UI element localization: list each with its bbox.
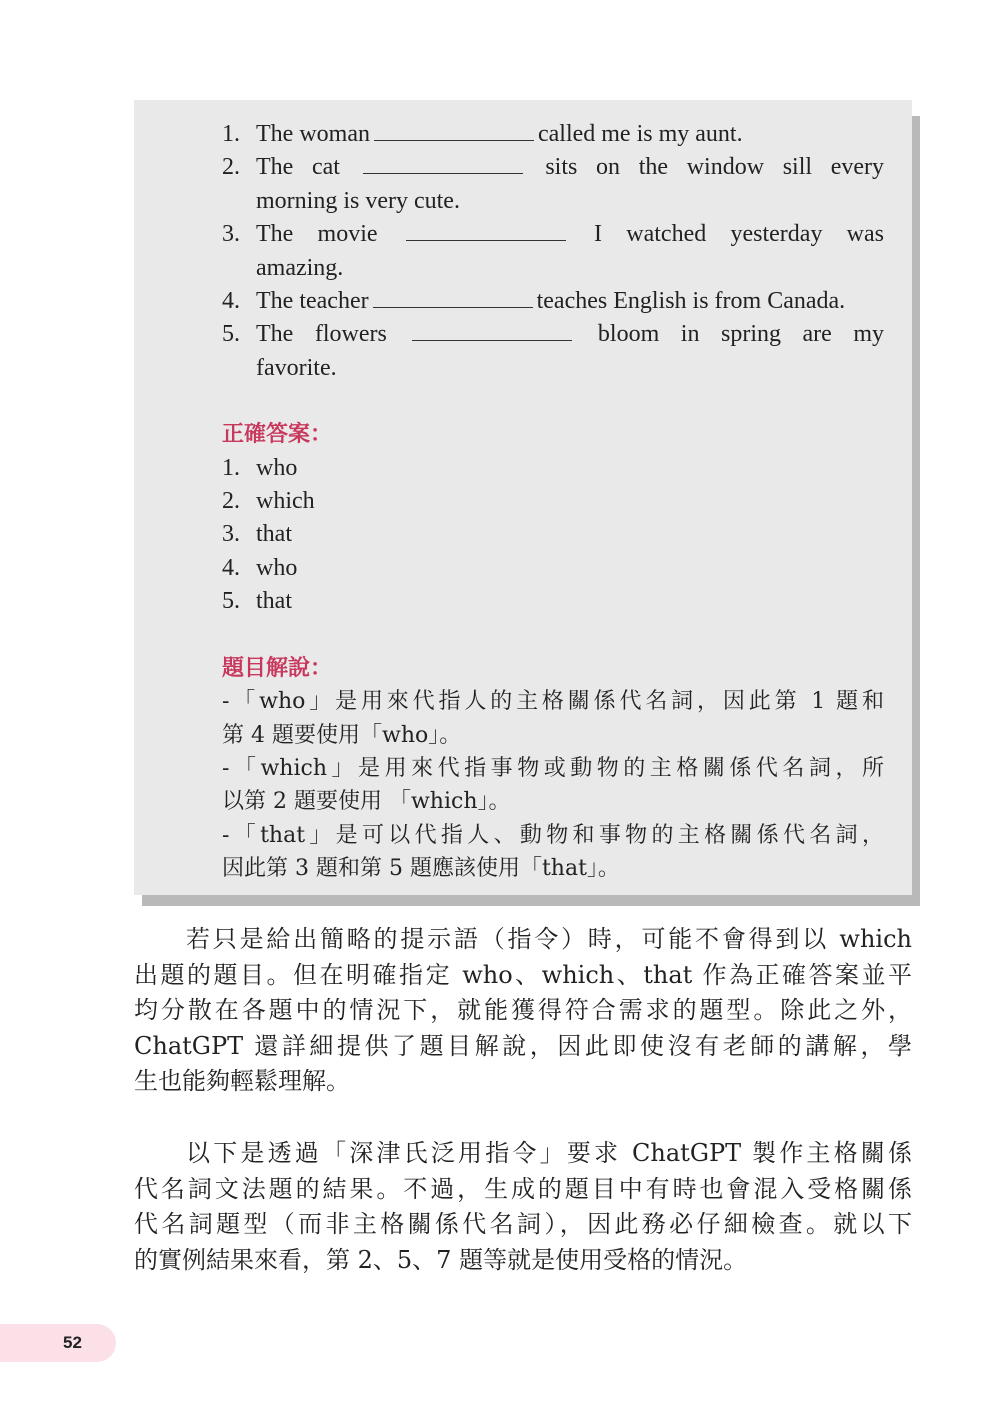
explanation-line: -「who」是用來代指人的主格關係代名詞，因此第 1 題和	[222, 689, 884, 715]
question-text: morning is very cute.	[256, 187, 460, 214]
explanation-line: -「which」是用來代指事物或動物的主格關係代名詞，所	[222, 755, 884, 781]
answer-number: 4.	[222, 554, 240, 581]
paragraph-line: 均分散在各題中的情況下，就能獲得符合需求的題型。除此之外，	[134, 996, 912, 1024]
answer-item	[222, 485, 884, 518]
answer-item	[222, 585, 884, 618]
question-text: called me is my aunt.	[537, 121, 743, 147]
question-number: 4.	[222, 288, 240, 315]
question-text: The movie	[256, 221, 378, 248]
answer-number: 1.	[222, 454, 240, 481]
answer-blank	[373, 287, 533, 308]
answer-item	[222, 552, 884, 585]
answer-number: 5.	[222, 588, 240, 615]
body-paragraph-1	[134, 922, 912, 1100]
answer-number: 2.	[222, 488, 240, 515]
answer-item	[222, 518, 884, 551]
answer-blank	[374, 120, 534, 141]
paragraph-line: 出題的題目。但在明確指定 who、which、that 作為正確答案並平	[134, 960, 912, 989]
question-item	[222, 285, 884, 318]
question-item	[222, 318, 884, 385]
explanation-line: 第 4 題要使用「who」。	[222, 722, 462, 748]
answers-heading: 正確答案：	[222, 422, 333, 448]
answer-text: that	[256, 588, 292, 615]
example-content	[222, 118, 884, 886]
question-item	[222, 118, 884, 151]
answer-blank	[363, 153, 523, 174]
answer-text: that	[256, 521, 292, 548]
answer-text: which	[256, 488, 315, 515]
question-number: 5.	[222, 321, 240, 348]
explanation-line: 以第 2 題要使用 「which」。	[222, 789, 511, 815]
paragraph-line: 以下是透過「深津氏泛用指令」要求 ChatGPT 製作主格關係	[186, 1139, 912, 1167]
answer-blank	[412, 320, 572, 341]
paragraph-line: 生也能夠輕鬆理解。	[134, 1067, 350, 1095]
question-text: favorite.	[256, 354, 337, 381]
question-text: teaches English is from Canada.	[536, 288, 846, 315]
explanation-text	[222, 685, 884, 885]
question-text: The flowers	[256, 321, 387, 348]
question-item	[222, 151, 884, 218]
question-text: amazing.	[256, 254, 344, 281]
paragraph-line: 代名詞文法題的結果。不過，生成的題目中有時也會混入受格關係	[134, 1174, 912, 1203]
answer-text: who	[256, 554, 298, 581]
answer-number: 3.	[222, 521, 240, 548]
question-item	[222, 218, 884, 285]
paragraph-line: ChatGPT 還詳細提供了題目解說，因此即使沒有老師的講解，學	[134, 1031, 912, 1060]
question-text: The cat	[256, 154, 340, 181]
question-text: The teacher	[256, 288, 369, 315]
paragraph-line: 代名詞題型（而非主格關係代名詞），因此務必仔細檢查。就以下	[134, 1210, 912, 1238]
answer-blank	[406, 220, 566, 241]
question-text: bloom in spring are my	[597, 321, 885, 348]
example-box	[134, 100, 912, 895]
question-number: 1.	[222, 121, 240, 147]
explanation-line: 因此第 3 題和第 5 題應該使用「that」。	[222, 856, 620, 882]
question-list	[222, 118, 884, 385]
question-text: The woman	[256, 121, 370, 147]
answer-text: who	[256, 454, 298, 481]
explanation-line: -「that」是可以代指人、動物和事物的主格關係代名詞，	[222, 822, 884, 848]
answer-item	[222, 452, 884, 485]
page-number: 52	[63, 1333, 82, 1352]
question-number: 3.	[222, 221, 240, 248]
question-text: I watched yesterday was	[594, 221, 885, 248]
page-number-tab	[0, 1324, 116, 1362]
body-paragraph-2	[134, 1136, 912, 1278]
answer-list	[222, 452, 884, 619]
explanation-heading: 題目解說：	[222, 655, 333, 681]
paragraph-line: 若只是給出簡略的提示語（指令）時，可能不會得到以 which	[186, 925, 912, 953]
question-number: 2.	[222, 154, 240, 181]
paragraph-line: 的實例結果來看，第 2、5、7 題等就是使用受格的情況。	[134, 1245, 748, 1274]
question-text: sits on the window sill every	[545, 154, 885, 181]
